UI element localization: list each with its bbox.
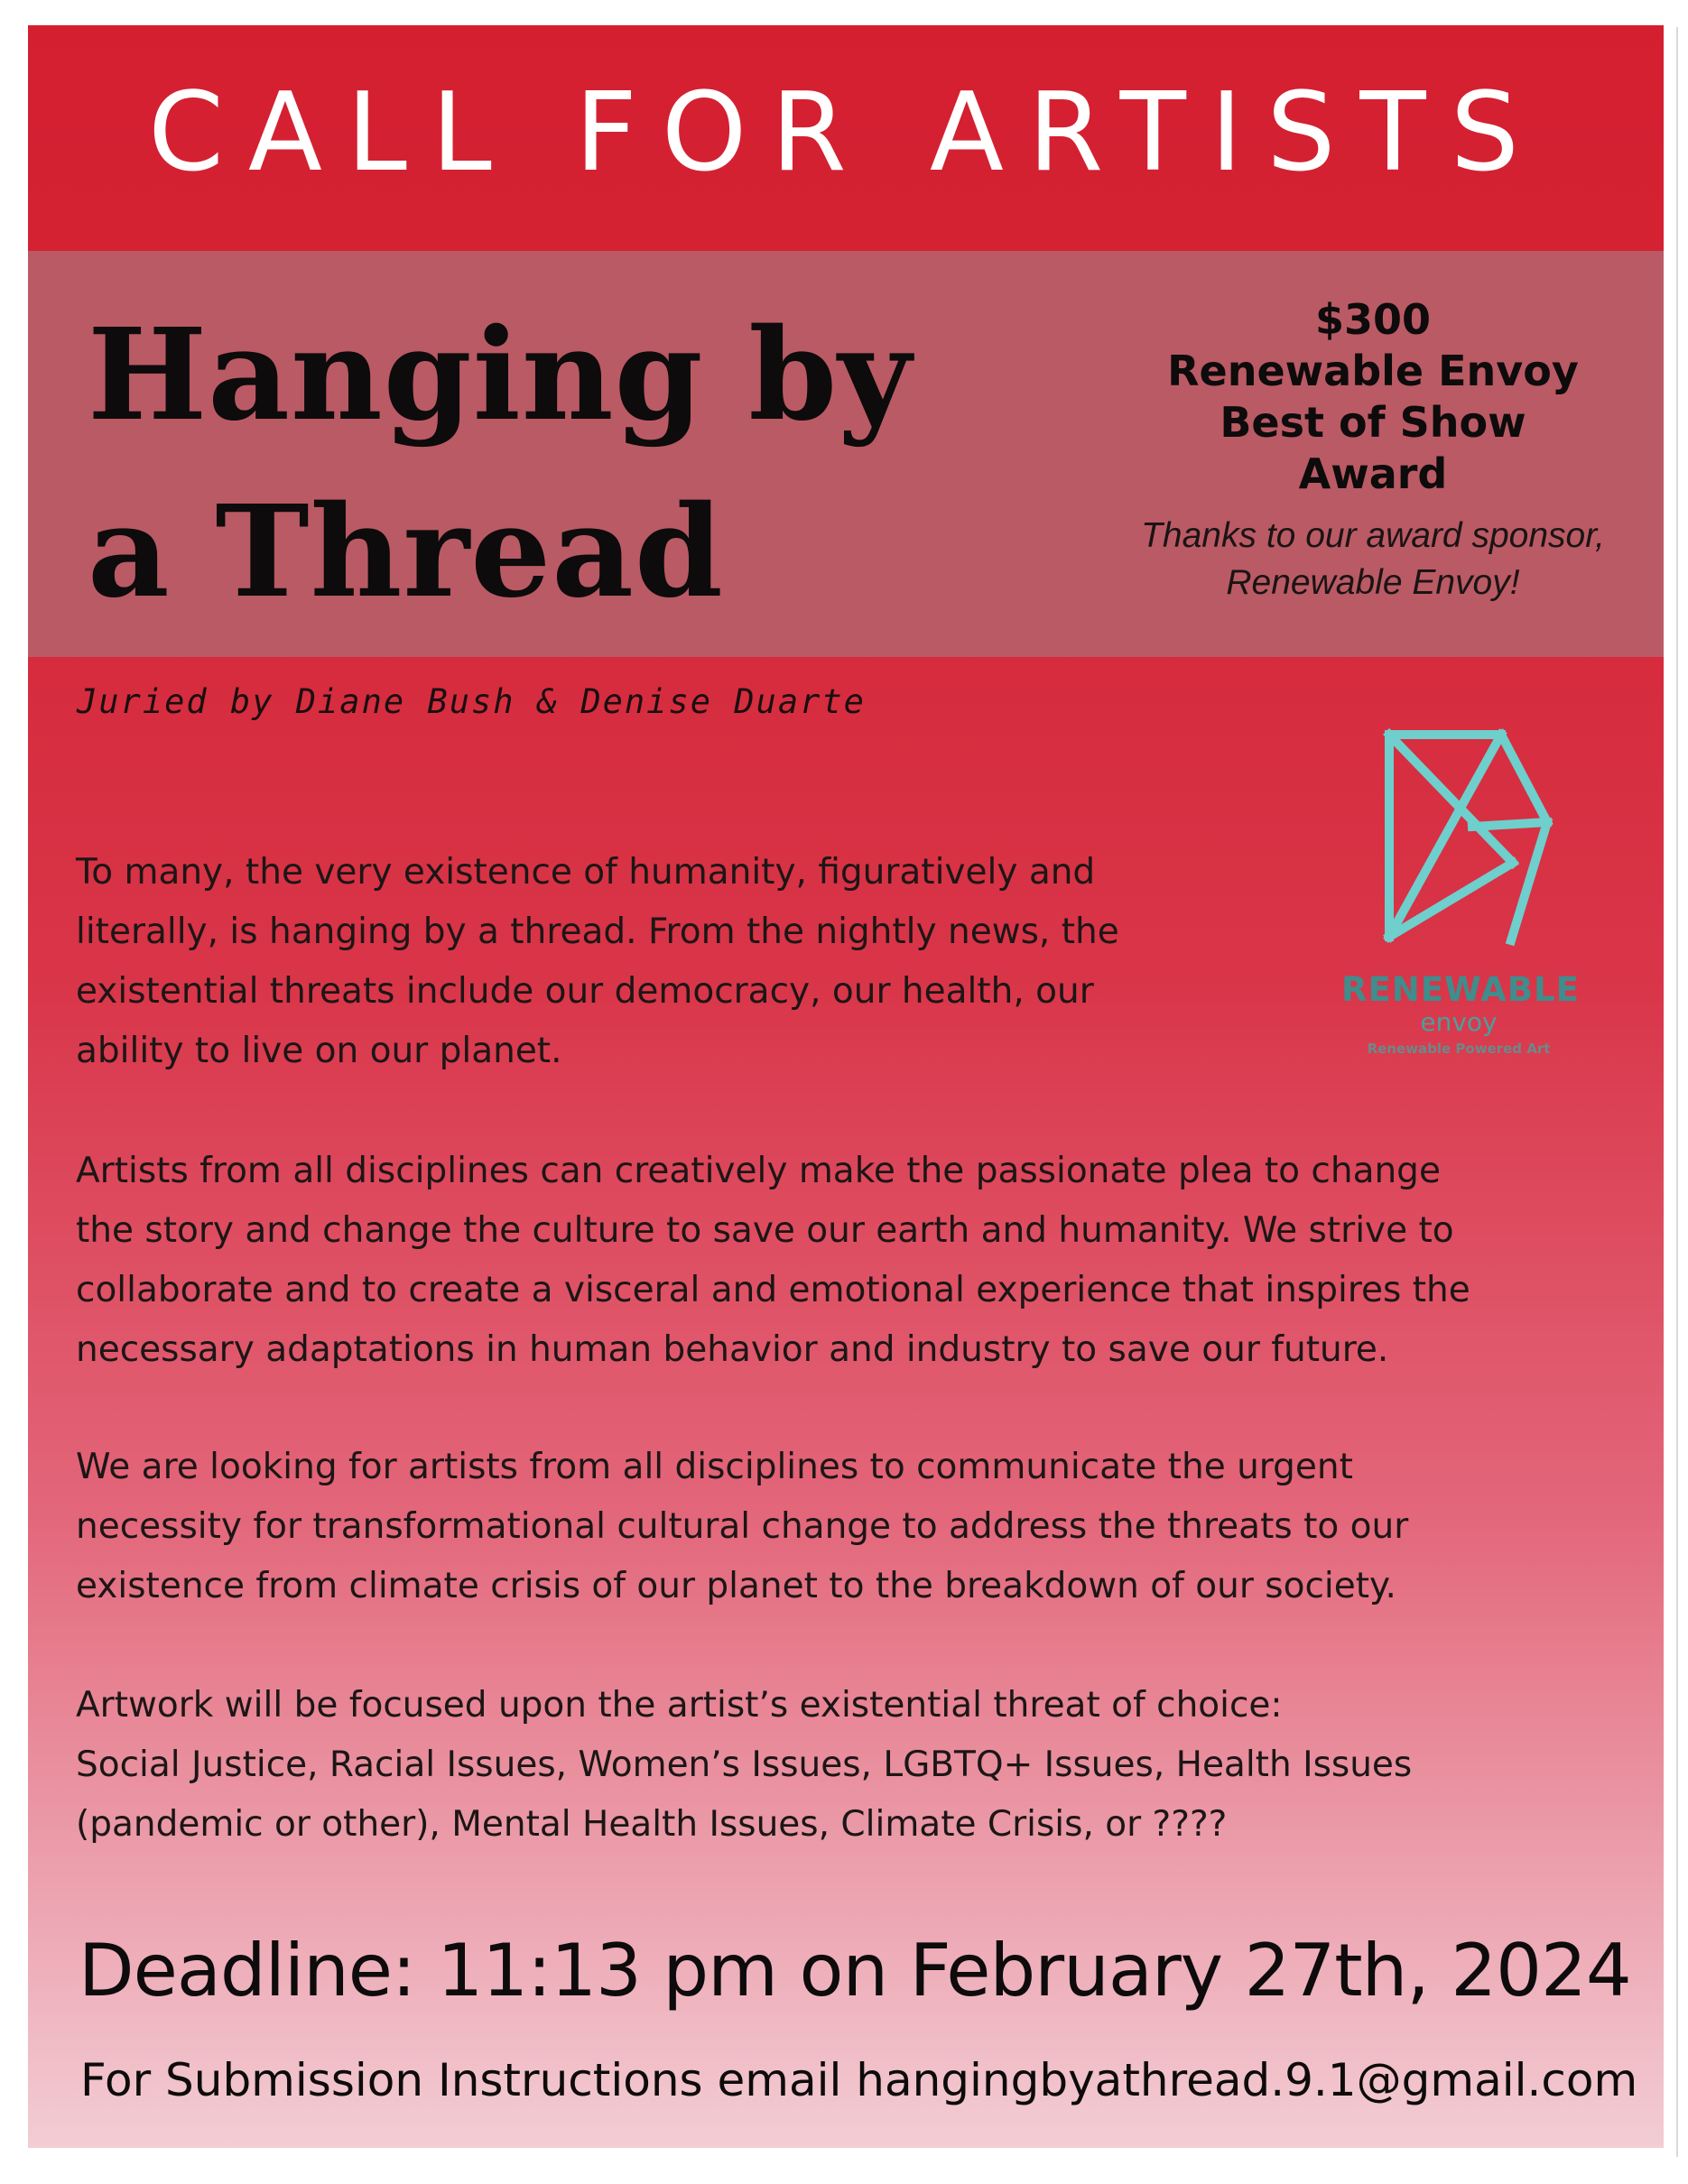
renewable-envoy-logo bbox=[1341, 727, 1580, 1070]
paragraph-line: existential threats include our democracy, our health, our bbox=[76, 971, 1094, 1012]
logo-word-renewable: RENEWABLE bbox=[1341, 970, 1580, 1009]
paragraph-intro bbox=[76, 843, 1119, 1081]
flyer bbox=[28, 25, 1664, 2148]
award-amount: $300 bbox=[1314, 295, 1432, 344]
paragraph-line: (pandemic or other), Mental Health Issues, Climate Crisis, or ???? bbox=[76, 1804, 1228, 1845]
award-sponsor-name: Renewable Envoy bbox=[1167, 347, 1579, 395]
renewable-envoy-logo-icon bbox=[1382, 727, 1563, 962]
exhibition-title-line-2: a Thread bbox=[88, 478, 724, 626]
page-edge-divider bbox=[1676, 27, 1678, 2157]
paragraph-line: Artists from all disciplines can creatively make the passionate plea to change bbox=[76, 1151, 1441, 1191]
award-name: Best of Show bbox=[1220, 398, 1526, 447]
paragraph-line: Social Justice, Racial Issues, Women’s Issues, LGBTQ+ Issues, Health Issues bbox=[76, 1744, 1413, 1785]
call-for-artists-heading: CALL FOR ARTISTS bbox=[148, 70, 1544, 196]
paragraph-line: existence from climate crisis of our planet to the breakdown of our society. bbox=[76, 1566, 1396, 1606]
paragraph-line: collaborate and to create a visceral and emotional experience that inspires the bbox=[76, 1270, 1470, 1310]
logo-word-envoy: envoy bbox=[1420, 1007, 1498, 1037]
award-thanks-line-2: Renewable Envoy! bbox=[1226, 563, 1520, 602]
paragraph-topics bbox=[76, 1676, 1412, 1855]
logo-tagline: Renewable Powered Art bbox=[1367, 1041, 1551, 1057]
award-block bbox=[1111, 294, 1635, 606]
paragraph-line: We are looking for artists from all disciplines to communicate the urgent bbox=[76, 1447, 1353, 1487]
paragraph-line: necessary adaptations in human behavior and industry to save our future. bbox=[76, 1329, 1389, 1370]
paragraph-line: the story and change the culture to save our earth and humanity. We strive to bbox=[76, 1210, 1454, 1251]
paragraph-line: necessity for transformational cultural change to address the threats to our bbox=[76, 1506, 1409, 1547]
exhibition-title-line-1: Hanging by bbox=[88, 301, 913, 449]
submission-instructions: For Submission Instructions email hangingbyathread.9.1@gmail.com bbox=[80, 2054, 1638, 2106]
title-band bbox=[28, 251, 1664, 657]
paragraph-line: literally, is hanging by a thread. From the nightly news, the bbox=[76, 912, 1119, 952]
exhibition-title bbox=[88, 287, 1081, 641]
paragraph-artists bbox=[76, 1142, 1470, 1380]
paragraph-line: To many, the very existence of humanity, figuratively and bbox=[76, 852, 1096, 893]
jurors-line: Juried by Diane Bush & Denise Duarte bbox=[77, 682, 866, 721]
paragraph-looking-for bbox=[76, 1438, 1408, 1616]
deadline-text: Deadline: 11:13 pm on February 27th, 2024 bbox=[79, 1929, 1631, 2013]
paragraph-line: Artwork will be focused upon the artist’s existential threat of choice: bbox=[76, 1685, 1283, 1726]
award-label: Award bbox=[1298, 449, 1448, 498]
award-thanks-line-1: Thanks to our award sponsor, bbox=[1141, 516, 1605, 555]
paragraph-line: ability to live on our planet. bbox=[76, 1031, 562, 1071]
